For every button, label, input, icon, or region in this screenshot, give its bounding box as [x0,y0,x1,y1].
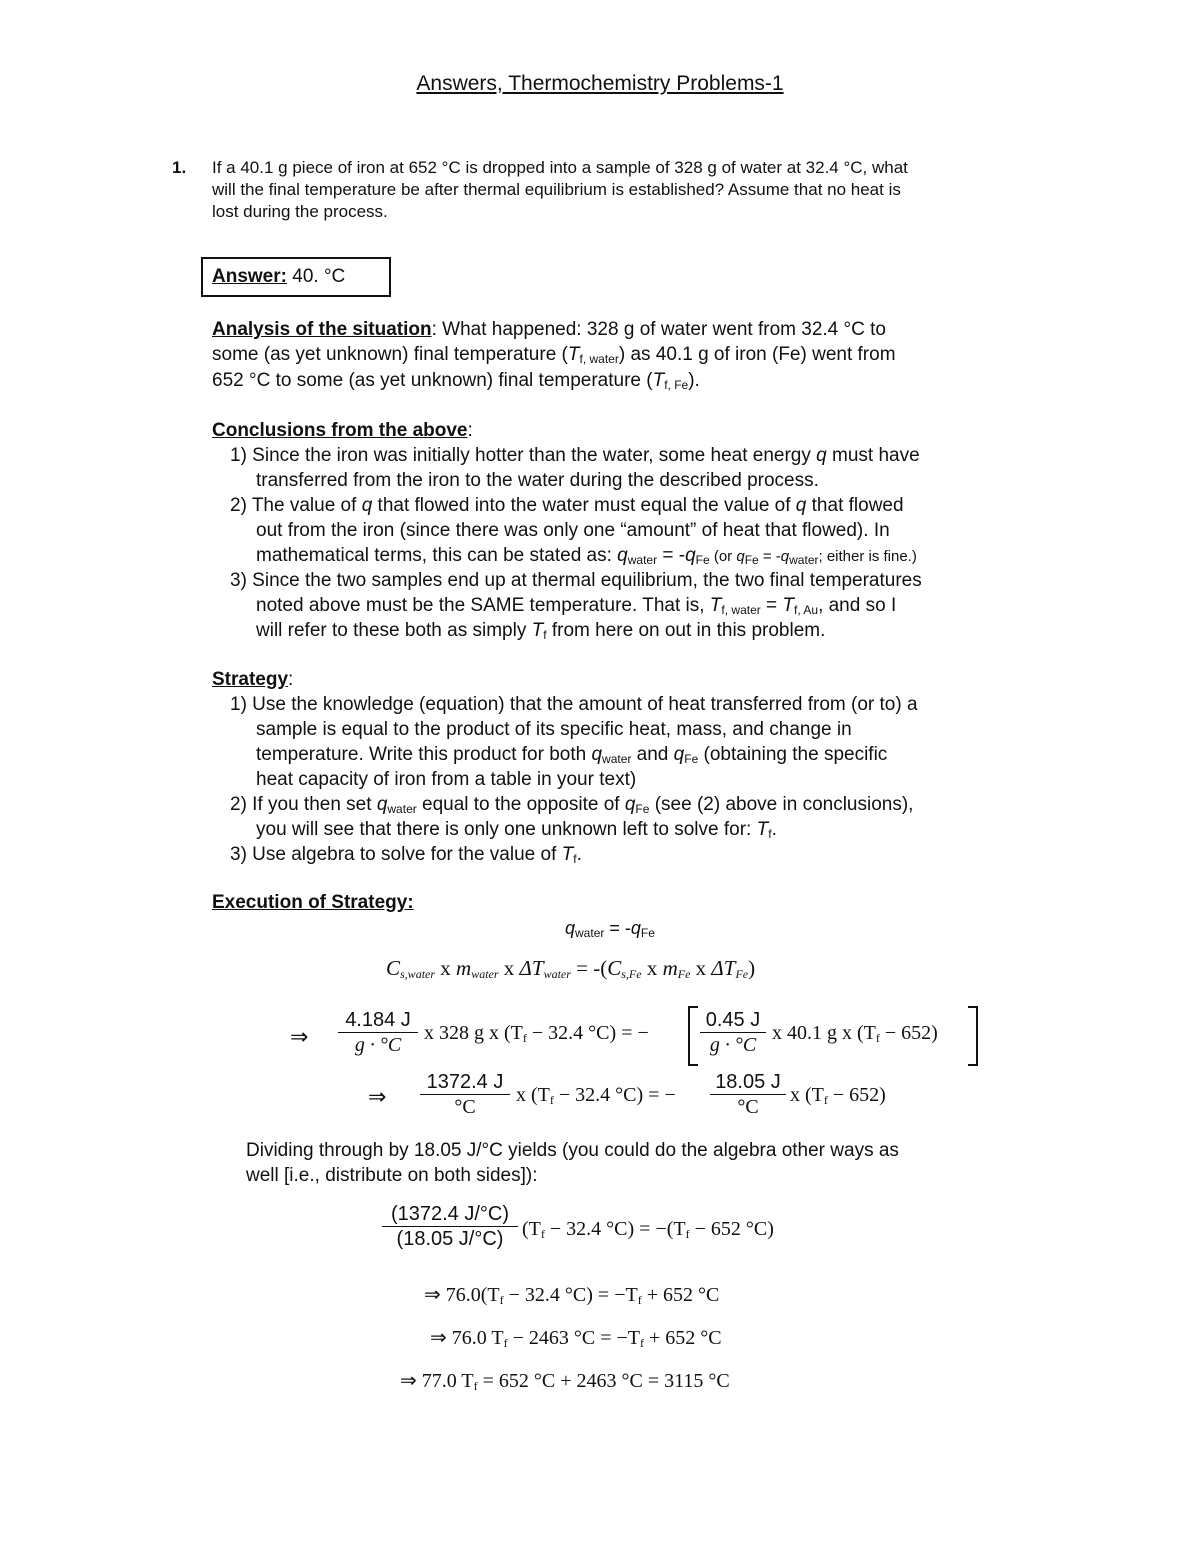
equation-5: ($T_f - 32.4$ $^\circ C) = -(T_f - 652$ °C) [522,1218,774,1241]
conclusion-2-line-2: out from the iron (since there was only one “amount” of heat that flowed). In [256,520,890,541]
analysis-line-1: Analysis of the situation: What happened: 328 g of water went from 32.4 °C to [212,319,886,340]
equation-4-mid: x ($T_f - 32.4$ °C) = − [516,1084,676,1107]
strategy-2-line-2: you will see that there is only one unknown left to solve for: $T_f$. [256,819,777,841]
analysis-line-3: 652 °C to some (as yet unknown) final temperature $(T_{f, Fe})$. [212,370,700,392]
question-line-2: will the final temperature be after thermal equilibrium is established? Assume that no heat is [212,180,901,199]
fraction-3: $\frac{1372.4 J}{^\circ C}$ [420,1070,510,1119]
conclusion-3-line-1: 3) Since the two samples end up at thermal equilibrium, the two final temperatures [230,570,922,591]
answer [212,266,345,288]
dividing-line-1: Dividing through by 18.05 J/°C yields (you could do the algebra other ways as [246,1140,899,1161]
fraction-4: $\frac{18.05 J}{^\circ C}$ [710,1070,786,1119]
conclusion-2-line-1: 2) The value of q that flowed into the water must equal the value of q that flowed [230,495,904,516]
equation-8: ⇒ 77.0 $T_f = 652$ °C + 2463 °C = 3115 °C [400,1370,730,1393]
equation-6: ⇒ $76.0(T_f - 32.4$ $^\circ C) = -T_f + 652$ °C [424,1284,720,1307]
dividing-line-2: well [i.e., distribute on both sides]): [246,1165,538,1186]
question-number: 1. [172,158,187,177]
conclusion-3-line-3: will refer to these both as simply $T_f$ from here on out in this problem. [256,620,826,642]
strategy-2-line-1: 2) If you then set $q_{water}$ equal to the opposite of $q_{Fe}$ (see (2) above in conclusions), [230,794,914,816]
conclusions-heading: Conclusions from the above [212,420,468,441]
arrow-3: ⇒ [290,1024,309,1049]
analysis-heading: Analysis of the situation [212,319,432,340]
strategy-1-line-2: sample is equal to the product of its specific heat, mass, and change in [256,719,852,740]
analysis-line-2: some (as yet unknown) final temperature $(T_{f, water})$ as 40.1 g of iron (Fe) went from [212,344,896,366]
answer-value: 40. °C [292,266,346,287]
arrow-4: ⇒ [368,1084,387,1109]
equation-2: $C_{s,water}$ x $m_{water}$ x $\Delta T_{water} = -(C_{s,Fe}$ x $m_{Fe}$ x $\Delta T_{Fe}$) [386,956,756,981]
strategy-heading: Strategy [212,669,289,690]
fraction-2: $\frac{0.45 J}{g \cdot ^\circ C}$ [700,1008,766,1057]
strategy-3-line-1: 3) Use algebra to solve for the value of $T_f$. [230,844,582,866]
left-bracket [688,1006,698,1066]
execution-heading: Execution of Strategy: [212,892,414,913]
conclusion-2-line-3: mathematical terms, this can be stated as: $q_{water} = -q_{Fe}$ (or $q_{Fe} = -q_{water}$; either is fine.) [256,545,917,567]
equation-7: ⇒ 76.0 $T_f - 2463$ $^\circ C = -T_f + 652$ °C [430,1327,722,1350]
right-bracket [968,1006,978,1066]
equation-4-end: x $(T_f - 652)$ [790,1084,886,1107]
fraction-5: $\frac{(1372.4 J/^\circ C)}{(18.05 J/^\circ C)}$ [382,1202,518,1251]
question-line-1: If a 40.1 g piece of iron at 652 °C is dropped into a sample of 328 g of water at 32.4 °C, what [212,158,908,177]
conclusions-heading-row: Conclusions from the above: [212,420,473,441]
strategy-heading-row: Strategy: [212,669,294,690]
equation-3-end: x 40.1 g x $(T_f - 652)$ [772,1022,938,1045]
equation-3-mid: x 328 g x ($T_f - 32.4$ °C) = − [424,1022,649,1045]
strategy-1-line-4: heat capacity of iron from a table in your text) [256,769,637,790]
fraction-1: $\frac{4.184 J}{g \cdot ^\circ C}$ [338,1008,418,1057]
page-title: Answers, Thermochemistry Problems-1 [416,72,784,95]
conclusion-1-line-1: 1) Since the iron was initially hotter than the water, some heat energy q must have [230,445,920,466]
question-line-3: lost during the process. [212,202,388,221]
conclusion-3-line-2: noted above must be the SAME temperature. That is, $T_{f, water} = T_{f, Au}$, and so I [256,595,897,617]
conclusion-1-line-2: transferred from the iron to the water during the described process. [256,470,819,491]
strategy-1-line-1: 1) Use the knowledge (equation) that the amount of heat transferred from (or to) a [230,694,918,715]
strategy-1-line-3: temperature. Write this product for both $q_{water}$ and $q_{Fe}$ (obtaining the specific [256,744,888,766]
answer-label: Answer: [212,266,287,287]
equation-1: $q_{water} = -q_{Fe}$ [565,918,655,940]
